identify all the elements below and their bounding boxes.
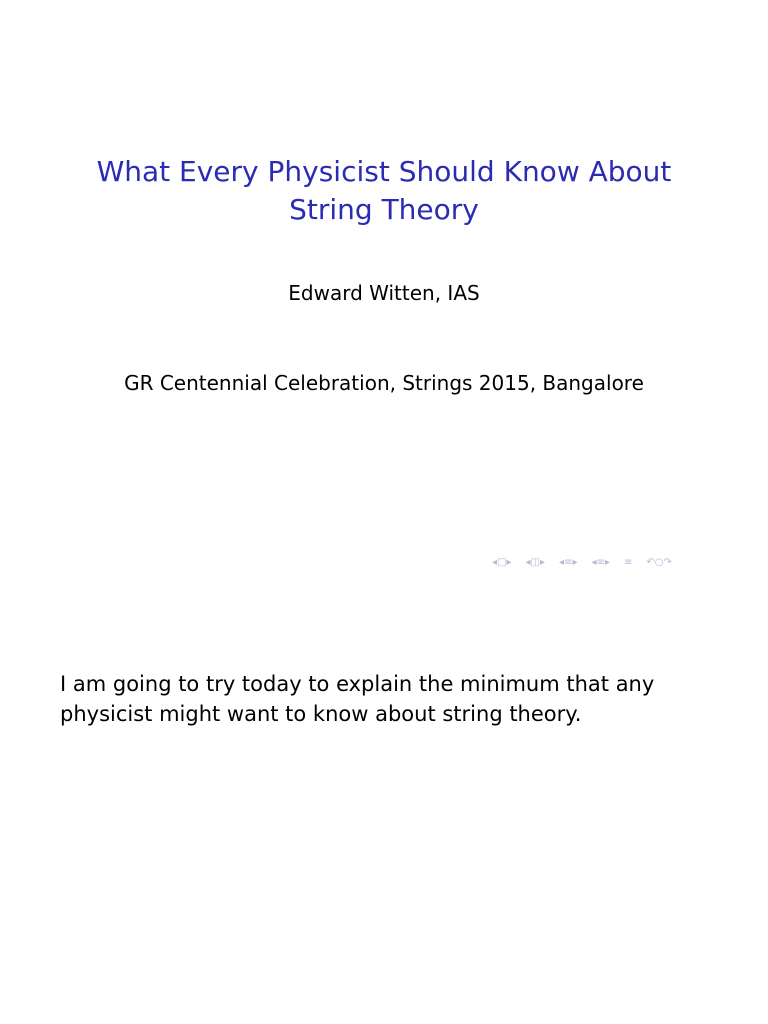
nav-search-icon[interactable]: ○ xyxy=(654,557,664,568)
content-slide xyxy=(0,585,768,1024)
nav-section-icon[interactable]: ≡ xyxy=(564,557,573,568)
nav-redo-icon[interactable]: ↷ xyxy=(663,557,672,568)
nav-undo-icon[interactable]: ↶ xyxy=(646,557,655,568)
author-line: Edward Witten, IAS xyxy=(288,281,480,305)
nav-left-arrow-icon[interactable]: ◂ xyxy=(492,557,498,568)
nav-subsection-right-icon[interactable]: ▸ xyxy=(540,557,546,568)
nav-right-arrow-icon[interactable]: ▸ xyxy=(506,557,512,568)
nav-doc-icon[interactable]: ≡ xyxy=(596,557,605,568)
nav-frame-icon[interactable]: □ xyxy=(497,557,507,568)
beamer-navigation-bar[interactable] xyxy=(492,555,672,571)
nav-subsection-left-icon[interactable]: ◂ xyxy=(525,557,531,568)
nav-doc-left-icon[interactable]: ◂ xyxy=(591,557,597,568)
nav-section-right-icon[interactable]: ▸ xyxy=(572,557,578,568)
event-line: GR Centennial Celebration, Strings 2015, Bangalore xyxy=(124,371,644,395)
nav-subsection-icon[interactable]: ◫ xyxy=(530,557,540,568)
nav-doc-right-icon[interactable]: ▸ xyxy=(604,557,610,568)
nav-align-icon[interactable]: ≡ xyxy=(623,557,633,568)
presentation-title: What Every Physicist Should Know About String Theory xyxy=(96,155,672,226)
slide-body-text: I am going to try today to explain the minimum that any physicist might want to know about string theory. xyxy=(60,672,655,726)
nav-section-left-icon[interactable]: ◂ xyxy=(559,557,565,568)
